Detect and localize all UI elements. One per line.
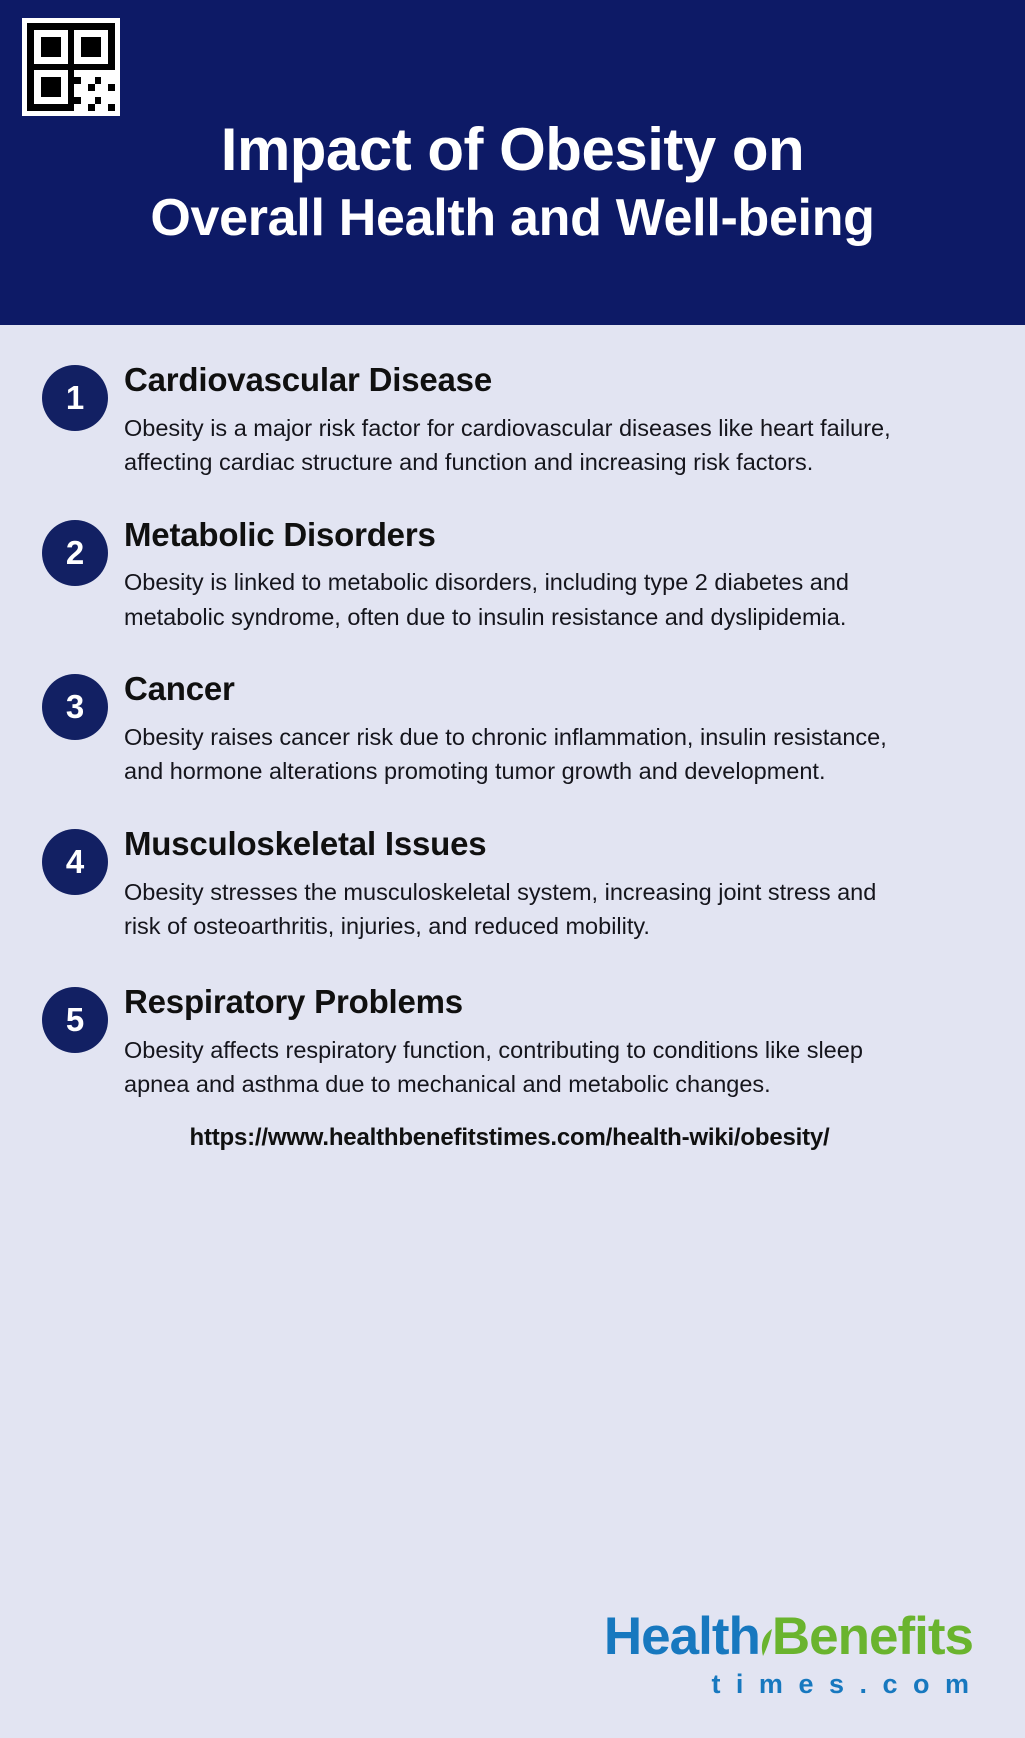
item-description: Obesity affects respiratory function, contributing to conditions like sleep apnea and asthma due to mechanical and metabolic changes. xyxy=(124,1037,863,1098)
title-line-2: Overall Health and Well-being xyxy=(150,188,875,247)
item-description: Obesity stresses the musculoskeletal system, increasing joint stress and risk of osteoarthritis, injuries, and reduced mobility. xyxy=(124,878,877,939)
item-body xyxy=(124,359,977,480)
source-url[interactable]: https://www.healthbenefitstimes.com/health-wiki/obesity/ xyxy=(189,1123,830,1151)
brand-logo xyxy=(603,1607,973,1699)
item-description: Obesity raises cancer risk due to chronic inflammation, insulin resistance, and hormone alterations promoting tumor growth and development. xyxy=(124,724,887,785)
item-body xyxy=(124,514,977,635)
item-title: Cancer xyxy=(124,670,235,708)
list-item xyxy=(42,359,977,480)
item-number-badge: 5 xyxy=(42,987,108,1053)
leaf-icon xyxy=(758,1614,774,1644)
item-description: Obesity is a major risk factor for cardiovascular diseases like heart failure, affecting cardiac structure and function and increasing risk factors. xyxy=(124,414,891,476)
item-description: Obesity is linked to metabolic disorders, including type 2 diabetes and metabolic syndrome, often due to insulin resistance and dyslipidemia. xyxy=(124,569,849,630)
item-title: Musculoskeletal Issues xyxy=(124,824,487,862)
qr-code-icon xyxy=(22,18,120,116)
item-body xyxy=(124,981,977,1102)
item-body xyxy=(124,668,977,789)
items-list xyxy=(0,325,1025,1152)
logo-benefits-text: Benefits xyxy=(771,1607,973,1666)
list-item xyxy=(42,823,977,944)
poster-header xyxy=(0,0,1025,325)
item-title: Respiratory Problems xyxy=(124,983,463,1021)
item-number-badge: 2 xyxy=(42,520,108,586)
list-item xyxy=(42,981,977,1102)
logo-subtext: t i m e s . c o m xyxy=(711,1669,973,1699)
title-line-1: Impact of Obesity on xyxy=(220,116,805,183)
list-item xyxy=(42,514,977,635)
list-item xyxy=(42,668,977,789)
item-body xyxy=(124,823,977,944)
page-title xyxy=(0,118,1025,249)
item-number-badge: 4 xyxy=(42,829,108,895)
logo-health-text: Health xyxy=(603,1607,760,1666)
item-number-badge: 3 xyxy=(42,674,108,740)
item-title: Cardiovascular Disease xyxy=(124,361,492,398)
item-number-badge: 1 xyxy=(42,365,108,431)
item-title: Metabolic Disorders xyxy=(124,515,436,553)
logo-wordmark xyxy=(603,1607,973,1666)
